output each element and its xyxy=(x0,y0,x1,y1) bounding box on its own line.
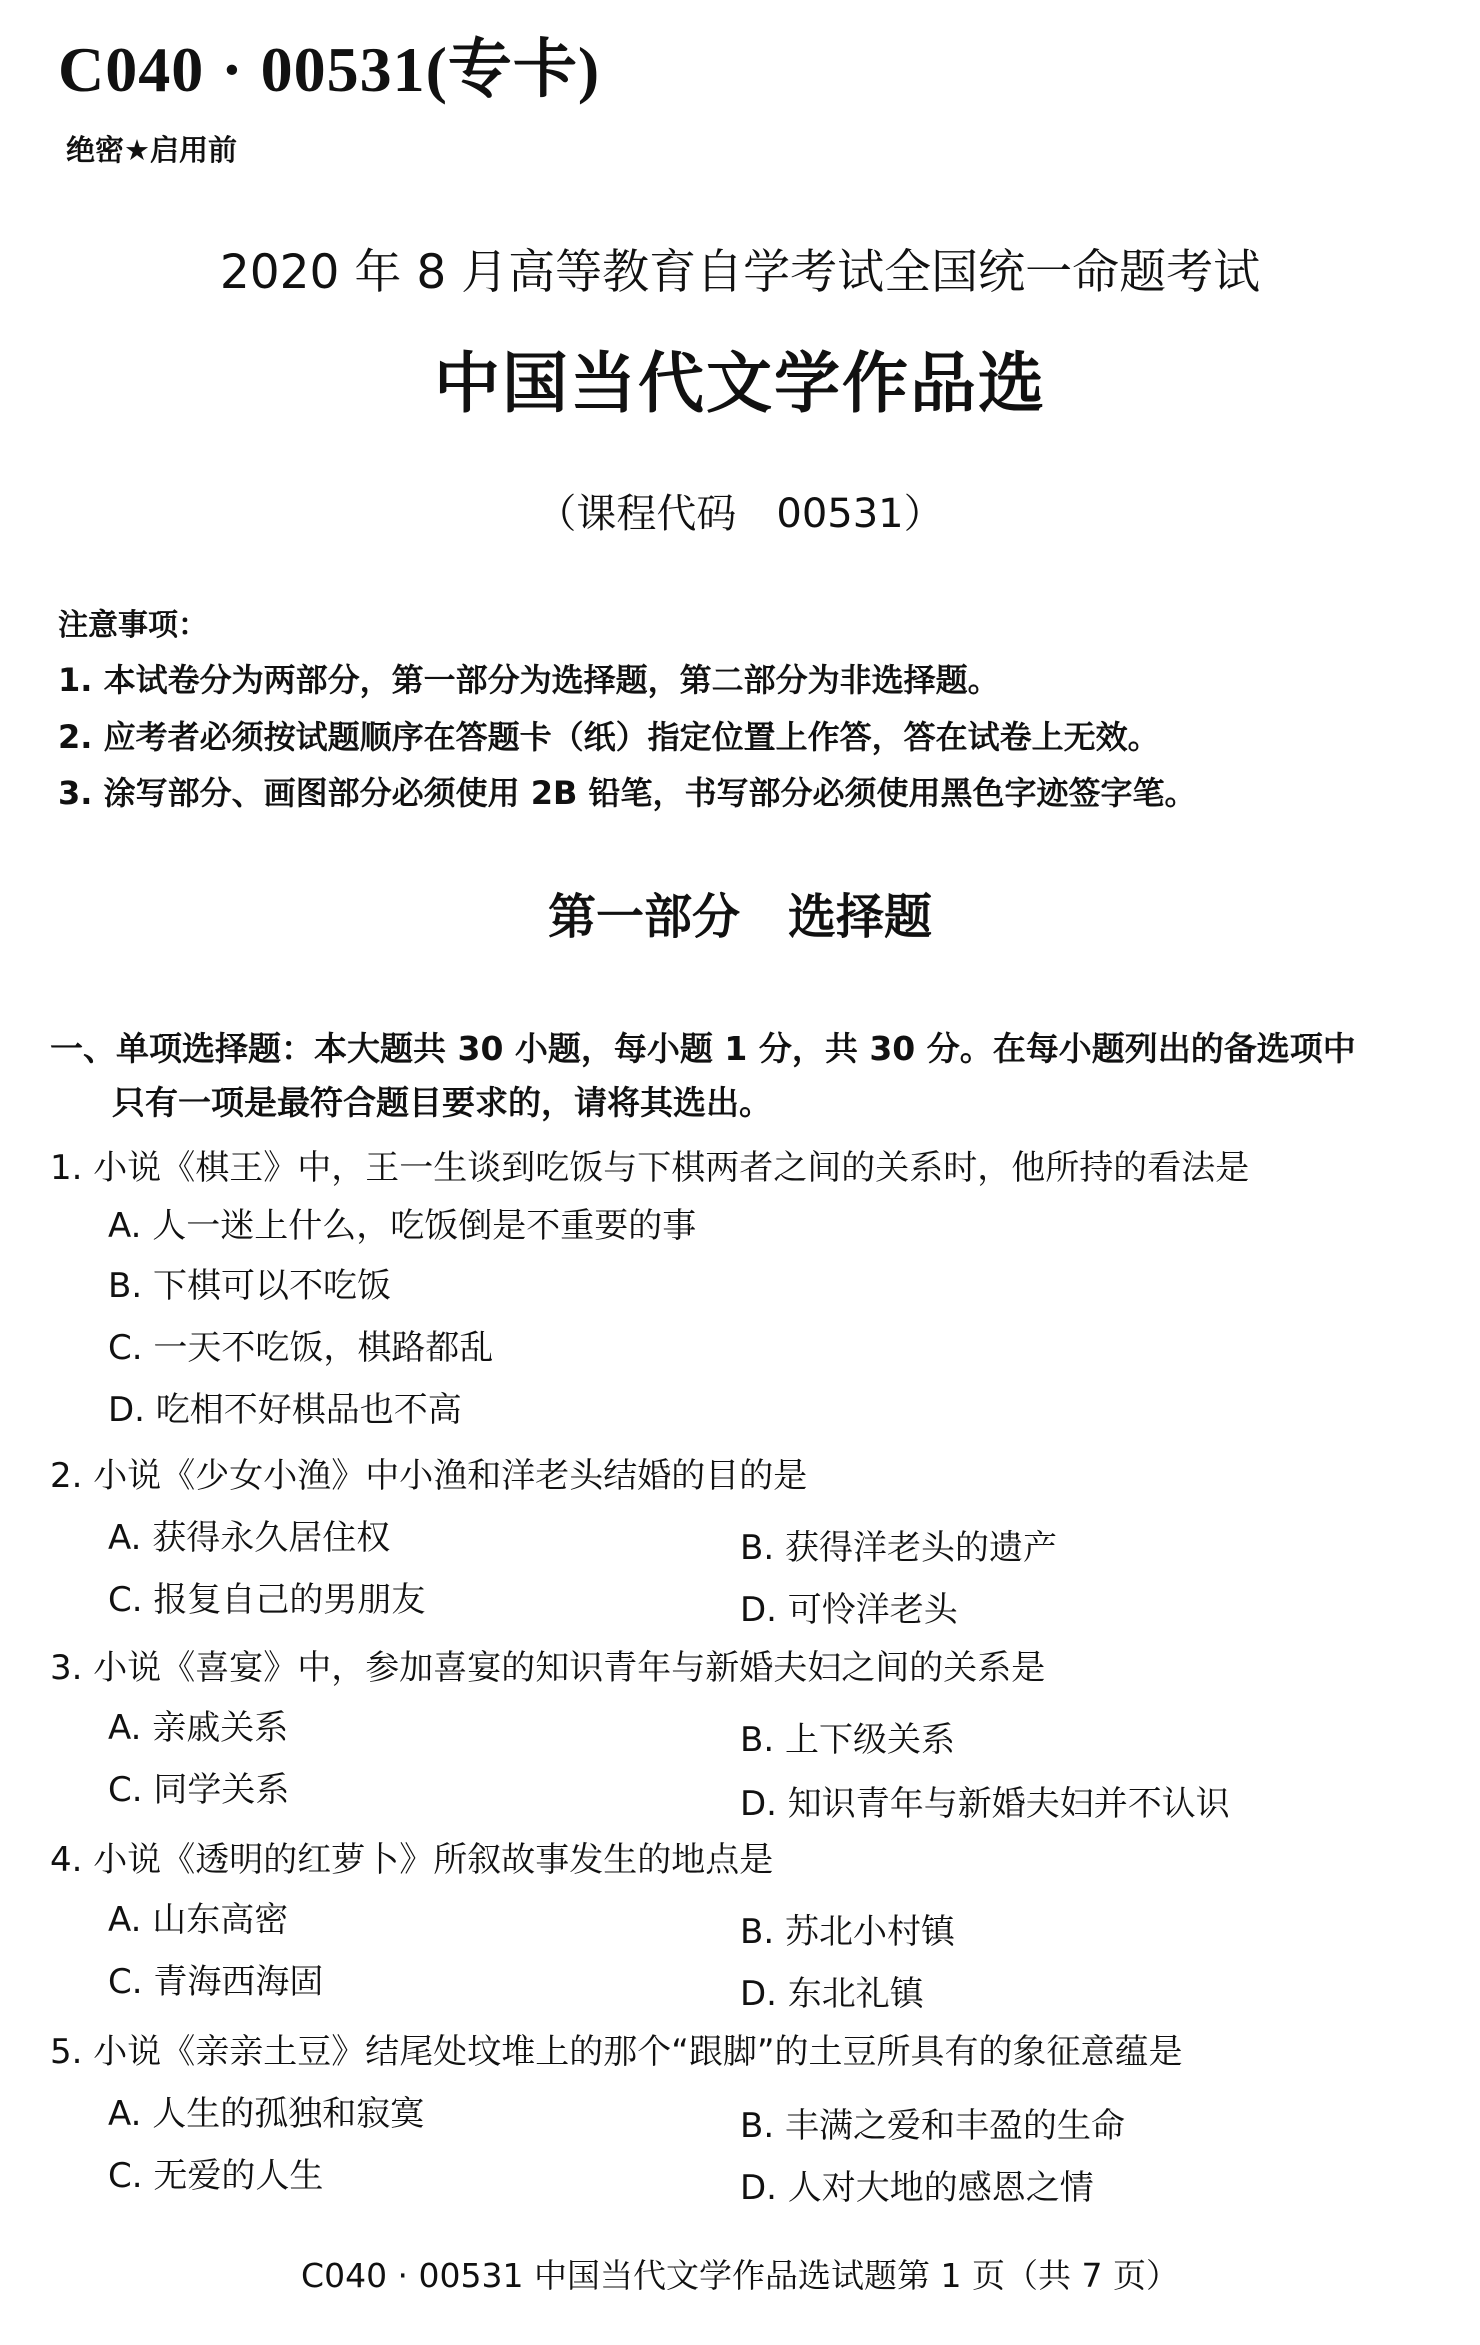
option-c: C. 一天不吃饭，棋路都乱 xyxy=(108,1328,494,1368)
classification-label: 绝密★启用前 xyxy=(66,133,237,167)
option-a: A. 人生的孤独和寂寞 xyxy=(108,2094,425,2134)
option-b: B. 丰满之爱和丰盈的生命 xyxy=(740,2106,1125,2146)
section-intro xyxy=(50,1022,1430,1130)
option-b: B. 上下级关系 xyxy=(740,1720,955,1760)
option-b: B. 获得洋老头的遗产 xyxy=(740,1528,1057,1568)
notice-item: 2. 应考者必须按试题顺序在答题卡（纸）指定位置上作答，答在试卷上无效。 xyxy=(58,718,1160,756)
exam-title: 2020 年 8 月高等教育自学考试全国统一命题考试 xyxy=(219,245,1261,300)
option-d: D. 人对大地的感恩之情 xyxy=(740,2168,1094,2208)
option-c: C. 无爱的人生 xyxy=(108,2156,324,2196)
option-c: C. 同学关系 xyxy=(108,1770,290,1810)
question-stem: 3. 小说《喜宴》中，参加喜宴的知识青年与新婚夫妇之间的关系是 xyxy=(50,1648,1046,1688)
page-footer: C040 · 00531 中国当代文学作品选试题第 1 页（共 7 页） xyxy=(301,2256,1179,2295)
section-intro-line2: 只有一项是最符合题目要求的，请将其选出。 xyxy=(112,1083,772,1122)
section-intro-line1: 一、单项选择题：本大题共 30 小题，每小题 1 分，共 30 分。在每小题列出的备选项中 xyxy=(50,1029,1356,1068)
option-d: D. 吃相不好棋品也不高 xyxy=(108,1390,462,1430)
option-b: B. 苏北小村镇 xyxy=(740,1912,955,1952)
option-b: B. 下棋可以不吃饭 xyxy=(108,1266,391,1306)
question-stem: 2. 小说《少女小渔》中小渔和洋老头结婚的目的是 xyxy=(50,1456,808,1496)
option-a: A. 亲戚关系 xyxy=(108,1708,289,1748)
option-c: C. 青海西海固 xyxy=(108,1962,324,2002)
option-a: A. 人一迷上什么，吃饭倒是不重要的事 xyxy=(108,1206,697,1246)
paper-code-header: C040 · 00531(专卡) xyxy=(58,34,601,105)
question-stem: 1. 小说《棋王》中，王一生谈到吃饭与下棋两者之间的关系时，他所持的看法是 xyxy=(50,1148,1250,1188)
option-d: D. 可怜洋老头 xyxy=(740,1590,958,1630)
notice-item: 3. 涂写部分、画图部分必须使用 2B 铅笔，书写部分必须使用黑色字迹签字笔。 xyxy=(58,774,1197,812)
option-a: A. 山东高密 xyxy=(108,1900,289,1940)
option-d: D. 东北礼镇 xyxy=(740,1974,924,2014)
question-stem: 5. 小说《亲亲土豆》结尾处坟堆上的那个“跟脚”的土豆所具有的象征意蕴是 xyxy=(50,2032,1183,2072)
option-d: D. 知识青年与新婚夫妇并不认识 xyxy=(740,1784,1230,1824)
subject-title: 中国当代文学作品选 xyxy=(434,345,1046,422)
notice-heading: 注意事项： xyxy=(58,608,208,643)
option-c: C. 报复自己的男朋友 xyxy=(108,1580,426,1620)
notice-item: 1. 本试卷分为两部分，第一部分为选择题，第二部分为非选择题。 xyxy=(58,661,1000,699)
course-code: （课程代码 00531） xyxy=(536,491,944,537)
part-title: 第一部分 选择题 xyxy=(547,889,932,945)
question-stem: 4. 小说《透明的红萝卜》所叙故事发生的地点是 xyxy=(50,1840,774,1880)
option-a: A. 获得永久居住权 xyxy=(108,1518,391,1558)
